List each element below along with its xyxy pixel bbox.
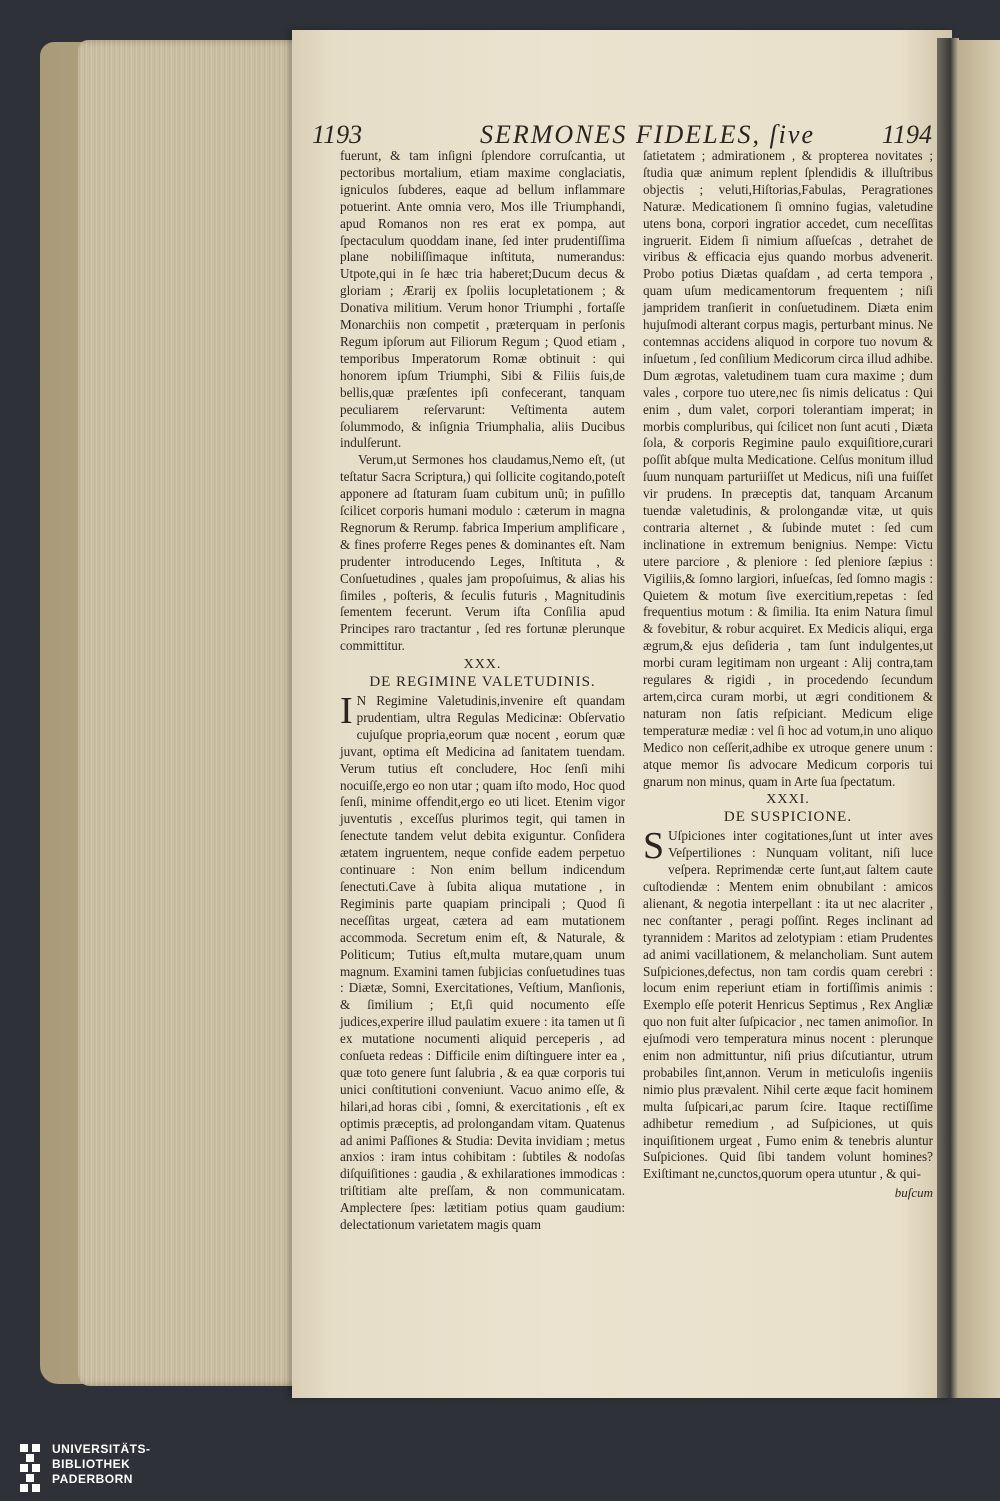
- drop-capital: I: [340, 690, 353, 732]
- section-text: Uſpiciones inter cogitationes,ſunt ut inter aves Veſpertiliones : Nunquam volitant, niſi luce veſpera. Reprimendæ certe ſunt,aut ſaltem caute cuſtodiendæ : Mentem enim obnubilant : amicos alienant, & negotia interpellant : ita ut nec alacriter , nec conſtanter , peragi poſſint. Reges inclinant ad tyrannidem : Maritos ad zelotypiam : etiam Prudentes ad animi vacillationem, & melancholiam. Sunt autem Suſpiciones,defectus, non tam cordis quam cerebri : locum enim reperiunt etiam in fortiſſimis animis : Exemplo eſſe poterit Henricus Septimus , Rex Angliæ quo non fuit alter ſuſpicacior , nec tamen animoſior. In ejuſmodi vero temperatura minus nocent : plerunque enim non admittuntur, niſi prius diſcutiantur, utrum probabiles ſint,annon. Verum in meticuloſis ingeniis nimio plus prævalent. Nihil certe æque facit hominem multa ſuſpicari,ac parum ſcire. Itaque rectiſſime adhibetur remedium , ad Suſpiciones, ut quis inquiſitionem urgeat , Fumo enim & tenebris aluntur Suſpiciones. Quid ſibi tandem volunt homines? Exiſtimant ne,cunctos,quorum opera utuntur , & qui-: [643, 828, 933, 1182]
- paragraph: fuerunt, & tam inſigni ſplendore corruſcantia, ut pectoribus mortalium, etiam maxime conglaciatis, igniculos ſubderes, eaque ad bellum inflammare potuerint. Ante omnia vero, Mos ille Triumphandi, apud Romanos non res erat ex pompa, aut ſpectaculum quoddam inane, ſed inter prudentiſſima plane nobiliſſimaque inſtituta, numerandus: Utpote,qui in ſe hæc tria haberet;Ducum decus & gloriam ; Ærarij ex ſpoliis locupletationem ; & Donativa militium. Verum honor Triumphi , fortaſſe Monarchiis non competit , præterquam in perſonis Regum ipſorum aut Filiorum Regum ; Quod etiam , temporibus Imperatorum Romæ obtinuit : qui honorem ipſum Triumphi, Sibi & Filiis ſuis,de bellis,quæ præſentes ipſi confecerant, tanquam peculiarem reſervarunt: Veſtimenta autem ſolummodo, & inſignia Triumphalia, aliis Ducibus indulſerunt.: [340, 148, 625, 451]
- logo-line: UNIVERSITÄTS-: [52, 1442, 151, 1456]
- right-text-column: [643, 148, 933, 1202]
- logo-line: PADERBORN: [52, 1472, 133, 1486]
- library-logo: [20, 1442, 151, 1496]
- drop-capital: S: [643, 825, 665, 868]
- section-text: N Regimine Valetudinis,invenire eſt quandam prudentiam, ultra Regulas Medicinæ: Obſervatio cujuſque propria,eorum quæ nocent , eorum quæ juvant, optima eſt Medicina ad ſanitatem tuendam. Verum tutius eſt concludere, Hoc ſenſi mihi nocuiſſe,ergo eo non utar ; quam iſto modo, Hoc quod ſenſi, minime offendit,ergo eo uti licet. Etenim vigor juventutis , exceſſus plurimos tegit, qui tamen in ſenectute tandem velut debita exiguntur. Conſidera ætatem ingruentem, neque confide eadem perpetuo continuare : Non enim bellum indicendum ſenectuti.Cave à ſubita aliqua mutatione , in Regiminis parte quapiam principali ; Quod ſi neceſſitas urgeat, cætera ad eam mutationem accommoda. Secretum enim eſt, & Naturale, & Politicum; Tutius eſt,multa mutare,quam unum magnum. Examini tamen ſubjicias conſuetudines tuas : Diætæ, Somni, Exercitationes, Veſtium, Manſionis, & ſimilium ; Et,ſi quid nocumento eſſe judices,experire illud paulatim exuere : ita tamen ut ſi ex mutatione nocumenti aliquid perceperis , ad conſueta redeas : Difficile enim diſtinguere inter ea , quæ toto genere ſunt ſalubria , & ea quæ corporis tui unici conſtitutioni conveniunt. Vacuo animo eſſe, & hilari,ad horas cibi , ſomni, & exercitationis , eſt ex optimis præceptis, ad prolongandam vitam. Quatenus ad animi Paſſiones & Studia: Devita invidiam ; metus anxios : iram intus cohibitam : ſubtiles & nodoſas diſquiſitiones : gaudia , & exhilarationes immodicas : triſtitiam alte preſſam, & non communicatam. Amplectere ſpes: lætitiam potius quam gaudium: delectationum varietatem magis quam: [340, 693, 625, 1233]
- section-number: XXX.: [463, 657, 502, 673]
- left-text-column: [340, 148, 625, 1234]
- section-title: DE SUSPICIONE.: [723, 809, 853, 826]
- catchword: buſcum: [894, 1185, 933, 1201]
- paragraph: ſatietatem ; admirationem , & propterea novitates ; ſtudia quæ animum replent ſplendidis & illuſtribus objectis ; veluti,Hiſtorias,Fabulas, Peragrationes Naturæ. Medicationem ſi omnino fugias, valetudine utens bona, corpori ingratior accedet, cum neceſſitas ingruerit. Eidem ſi nimium aſſueſcas , detrahet de viribus & efficacia ejus quando morbus advenerit. Probo potius Diætas quaſdam , ad certa tempora , quam uſum medicamentorum frequentem ; niſi jampridem tranſierit in conſuetudinem. Diæta enim hujuſmodi alterant corpus magis, perturbant minus. Ne contemnas accidens aliquod in corpore tuo novum & inſuetum , ſed conſilium Medicorum circa illud adhibe. Dum ægrotas, valetudinem tuam cura maxime ; dum vales , corpore tuo utere,nec ſis nimis delicatus : Qui enim , dum valet, corpori tolerantiam imperat; in morbis compluribus, qui ſcilicet non ſunt acuti , Diæta ſola, & corporis Regimine paulo exquiſitiore,curari poſſit abſque multa Medicatione. Celſus monitum illud ſuum nunquam parturiiſſet ut Medicus, niſi una fuiſſet vir prudens. In præceptis dat, tanquam Arcanum tuendæ valetudinis, & prolongandæ vitæ, ut quis contraria alternet , & ſubinde mutet : ſed cum inclinatione in extremum benignius. Nempe: Victu utere parciore , & pleniore : ſed pleniore ſæpius : Vigiliis,& ſomno largiori, inſueſcas, ſed ſomno magis : Quietem & motum ſive exercitium,repetas : ſed frequentius motum : & ſimilia. Ita enim Natura ſimul & fovebitur, & robur acquiret. Ex Medicis aliqui, erga ægrum,& ejus deſideria , tam ſunt indulgentes,ut morbi curam legitimam non urgeant : Alij contra,tam regulares & rigidi , in procedendo ſecundum artem,circa curam morbi, ut ægri conditionem & naturam non ſatis reſpiciant. Medicum elige temperaturæ mediæ : vel ſi hoc ad votum,in uno aliquo Medico non ceſſerit,adhibe ex utroque genere unum : atque memor ſis advocare Medicum corporis tui gnarum non minus, quam in Arte ſua ſpectatum.: [643, 148, 933, 789]
- library-logo-text: [52, 1442, 151, 1487]
- paragraph: Verum,ut Sermones hos claudamus,Nemo eſt, (ut teſtatur Sacra Scriptura,) qui ſollicite cogitando,poteſt apponere ad ſtaturam ſuam cubitum unũ; in puſillo ſcilicet corporis humani modulo : cæterum in magna Regnorum & Rerump. fabrica Imperium amplificare , & fines proferre Reges penes & dominantes eſt. Nam prudenter introducendo Leges, Inſtituta , & Conſuetudines , quales jam propoſuimus, & alias his ſimiles , poſteris, & ſeculis futuris , Magnitudinis ſementem fecerunt. Verum iſta Conſilia apud Principes raro tractantur , ſed res fortunæ plerunque committitur.: [340, 452, 625, 654]
- book-gutter: [937, 38, 959, 1398]
- section-number: XXXI.: [766, 792, 810, 808]
- section-title: DE REGIMINE VALETUDINIS.: [369, 674, 596, 691]
- library-logo-icon: [20, 1444, 42, 1490]
- right-page-edge: [958, 40, 1000, 1398]
- page-edges: [78, 40, 318, 1386]
- logo-line: BIBLIOTHEK: [52, 1457, 131, 1471]
- page-number-right: 1194: [881, 120, 932, 149]
- page-number-left: 1193: [312, 120, 363, 149]
- running-title: SERMONES FIDELES, ſive: [480, 120, 815, 149]
